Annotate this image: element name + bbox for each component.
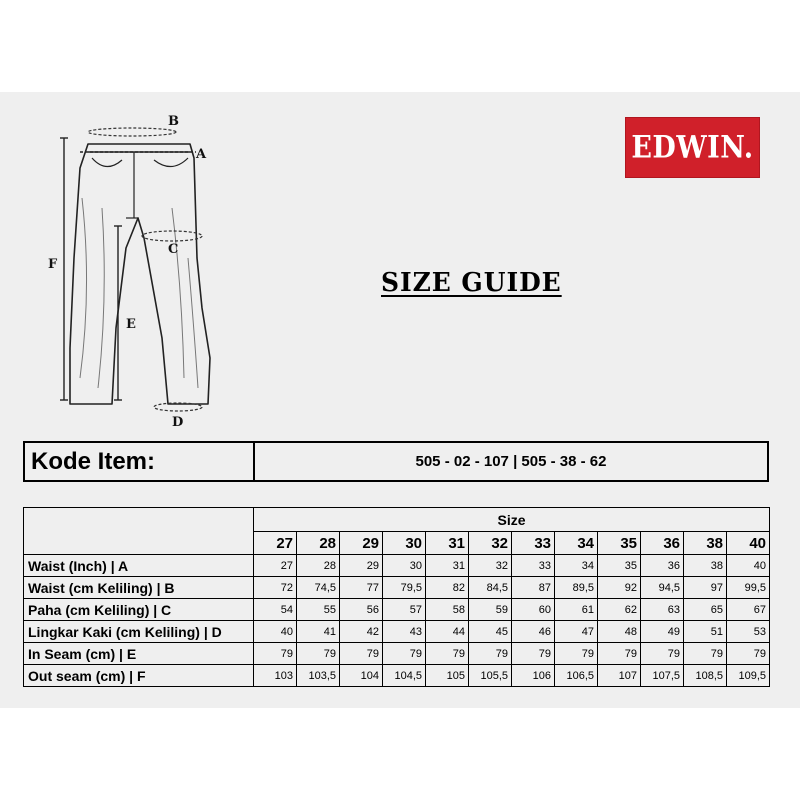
size-column-header: 32 — [469, 532, 512, 555]
item-code-label: Kode Item: — [25, 443, 255, 480]
row-label: Lingkar Kaki (cm Keliling) | D — [24, 621, 254, 643]
row-label: Out seam (cm) | F — [24, 665, 254, 687]
table-cell: 107 — [598, 665, 641, 687]
table-cell: 79 — [426, 643, 469, 665]
table-cell: 104,5 — [383, 665, 426, 687]
label-f: F — [48, 257, 58, 272]
logo-text: EDWIN. — [631, 129, 754, 166]
table-cell: 79 — [340, 643, 383, 665]
table-cell: 82 — [426, 577, 469, 599]
size-header: Size — [254, 508, 770, 532]
table-row — [24, 643, 770, 665]
label-c: C — [168, 242, 179, 257]
size-column-header: 31 — [426, 532, 469, 555]
table-cell: 47 — [555, 621, 598, 643]
table-cell: 44 — [426, 621, 469, 643]
size-column-header: 29 — [340, 532, 383, 555]
table-cell: 33 — [512, 555, 555, 577]
table-cell: 79 — [555, 643, 598, 665]
table-cell: 54 — [254, 599, 297, 621]
table-cell: 106,5 — [555, 665, 598, 687]
table-cell: 59 — [469, 599, 512, 621]
size-values-row — [24, 532, 770, 555]
table-cell: 79,5 — [383, 577, 426, 599]
table-cell: 108,5 — [684, 665, 727, 687]
size-column-header: 27 — [254, 532, 297, 555]
label-a: A — [196, 147, 207, 162]
table-cell: 105,5 — [469, 665, 512, 687]
table-cell: 57 — [383, 599, 426, 621]
table-cell: 41 — [297, 621, 340, 643]
size-header-row — [24, 508, 770, 532]
label-d: D — [172, 415, 184, 430]
table-cell: 106 — [512, 665, 555, 687]
table-cell: 27 — [254, 555, 297, 577]
size-column-header: 33 — [512, 532, 555, 555]
item-code-value: 505 - 02 - 107 | 505 - 38 - 62 — [415, 453, 607, 470]
table-cell: 56 — [340, 599, 383, 621]
table-cell: 28 — [297, 555, 340, 577]
size-column-header: 28 — [297, 532, 340, 555]
table-cell: 107,5 — [641, 665, 684, 687]
table-row — [24, 599, 770, 621]
table-cell: 34 — [555, 555, 598, 577]
table-cell: 105 — [426, 665, 469, 687]
table-cell: 84,5 — [469, 577, 512, 599]
table-row — [24, 665, 770, 687]
corner-cell-lower — [24, 532, 254, 555]
row-label: Waist (cm Keliling) | B — [24, 577, 254, 599]
size-column-header: 35 — [598, 532, 641, 555]
table-cell: 65 — [684, 599, 727, 621]
table-cell: 99,5 — [727, 577, 770, 599]
table-cell: 46 — [512, 621, 555, 643]
table-cell: 63 — [641, 599, 684, 621]
jeans-measurement-diagram — [22, 108, 242, 438]
table-cell: 31 — [426, 555, 469, 577]
table-cell: 103,5 — [297, 665, 340, 687]
table-row — [24, 621, 770, 643]
table-cell: 62 — [598, 599, 641, 621]
table-cell: 32 — [469, 555, 512, 577]
table-cell: 74,5 — [297, 577, 340, 599]
table-cell: 89,5 — [555, 577, 598, 599]
table-cell: 38 — [684, 555, 727, 577]
table-cell: 104 — [340, 665, 383, 687]
size-column-header: 40 — [727, 532, 770, 555]
label-e: E — [126, 317, 136, 332]
table-cell: 79 — [641, 643, 684, 665]
table-cell: 29 — [340, 555, 383, 577]
size-column-header: 36 — [641, 532, 684, 555]
size-column-header: 38 — [684, 532, 727, 555]
page-title: SIZE GUIDE — [381, 268, 562, 298]
size-column-header: 34 — [555, 532, 598, 555]
edwin-logo — [626, 118, 759, 177]
table-cell: 72 — [254, 577, 297, 599]
table-cell: 97 — [684, 577, 727, 599]
table-cell: 49 — [641, 621, 684, 643]
table-cell: 77 — [340, 577, 383, 599]
label-b: B — [168, 114, 179, 129]
table-cell: 109,5 — [727, 665, 770, 687]
item-code-box — [23, 441, 769, 482]
table-row — [24, 577, 770, 599]
table-cell: 79 — [727, 643, 770, 665]
row-label: In Seam (cm) | E — [24, 643, 254, 665]
row-label: Waist (Inch) | A — [24, 555, 254, 577]
table-cell: 55 — [297, 599, 340, 621]
table-cell: 45 — [469, 621, 512, 643]
table-cell: 35 — [598, 555, 641, 577]
table-cell: 48 — [598, 621, 641, 643]
table-cell: 79 — [383, 643, 426, 665]
table-cell: 79 — [598, 643, 641, 665]
corner-cell — [24, 508, 254, 532]
table-cell: 58 — [426, 599, 469, 621]
table-row — [24, 555, 770, 577]
table-cell: 40 — [254, 621, 297, 643]
table-cell: 79 — [512, 643, 555, 665]
table-cell: 53 — [727, 621, 770, 643]
table-cell: 103 — [254, 665, 297, 687]
table-cell: 79 — [297, 643, 340, 665]
table-cell: 92 — [598, 577, 641, 599]
table-cell: 61 — [555, 599, 598, 621]
table-cell: 40 — [727, 555, 770, 577]
table-cell: 67 — [727, 599, 770, 621]
table-cell: 30 — [383, 555, 426, 577]
table-cell: 42 — [340, 621, 383, 643]
table-cell: 51 — [684, 621, 727, 643]
table-cell: 43 — [383, 621, 426, 643]
size-column-header: 30 — [383, 532, 426, 555]
table-cell: 79 — [469, 643, 512, 665]
table-cell: 60 — [512, 599, 555, 621]
table-cell: 79 — [684, 643, 727, 665]
table-cell: 36 — [641, 555, 684, 577]
table-cell: 87 — [512, 577, 555, 599]
row-label: Paha (cm Keliling) | C — [24, 599, 254, 621]
table-cell: 79 — [254, 643, 297, 665]
size-table — [23, 507, 770, 687]
table-cell: 94,5 — [641, 577, 684, 599]
